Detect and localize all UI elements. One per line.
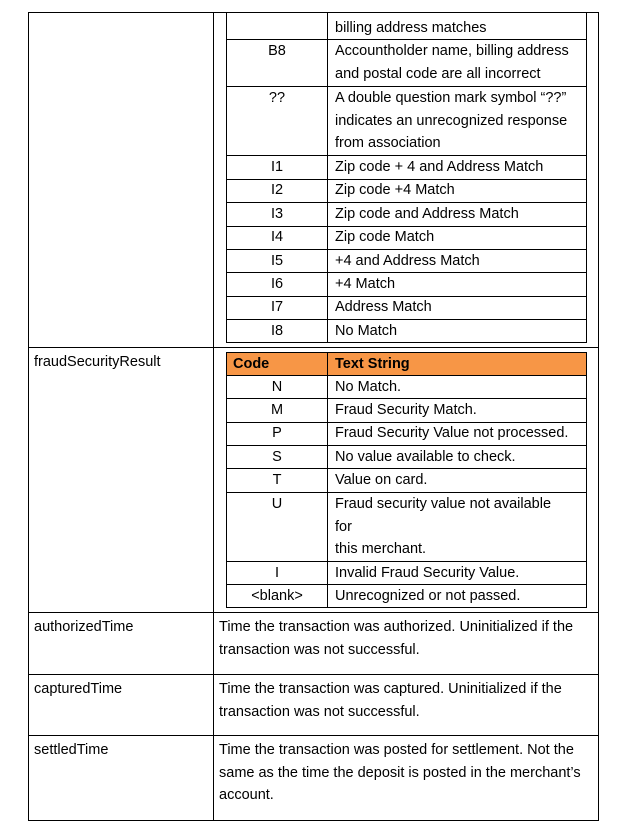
avs-code: I3 — [270, 206, 284, 222]
outer-bottom-border — [28, 820, 599, 821]
fraud-code: U — [271, 496, 283, 512]
avs-code: I2 — [270, 182, 284, 198]
field-description-line: account. — [219, 787, 274, 803]
fraud-description-line: No Match. — [335, 379, 402, 395]
field-description-line: same as the time the deposit is posted in the merchant’s — [219, 765, 581, 781]
row-divider — [28, 735, 599, 736]
avs-description-line: +4 and Address Match — [335, 253, 480, 269]
avs-description-line: and postal code are all incorrect — [335, 66, 541, 82]
fraud-description-line: Unrecognized or not passed. — [335, 588, 521, 604]
fraud-description-line: Value on card. — [335, 472, 428, 488]
avs-code: I5 — [270, 253, 284, 269]
field-description-line: Time the transaction was captured. Uninitialized if the — [219, 681, 562, 697]
fraud-code: P — [272, 425, 282, 441]
avs-description-line: Accountholder name, billing address — [335, 43, 569, 59]
avs-code: I4 — [270, 229, 284, 245]
outer-top-border — [28, 12, 599, 13]
avs-description-line: Zip code + 4 and Address Match — [335, 159, 544, 175]
avs-code: I6 — [270, 276, 284, 292]
avs-table-mid-border — [327, 12, 328, 343]
avs-code: ?? — [268, 90, 286, 106]
fraud-description-line: Fraud Security Match. — [335, 402, 477, 418]
avs-description-line: billing address matches — [335, 20, 487, 36]
fraud-code: N — [271, 379, 283, 395]
fraud-description-line: for — [335, 519, 352, 535]
avs-description-line: Zip code Match — [335, 229, 435, 245]
fraud-code: S — [272, 449, 282, 465]
fraud-description-line: this merchant. — [335, 541, 427, 557]
avs-description-line: No Match — [335, 323, 398, 339]
avs-code: I1 — [270, 159, 284, 175]
fraud-code: I — [274, 565, 280, 581]
fraud-table-mid-border — [327, 352, 328, 607]
fraud-description-line: Fraud Security Value not processed. — [335, 425, 569, 441]
avs-description-line: A double question mark symbol “??” — [335, 90, 567, 106]
field-description-line: Time the transaction was authorized. Uninitialized if the — [219, 619, 574, 635]
avs-code: B8 — [268, 43, 286, 59]
column-divider — [213, 12, 214, 821]
fraud-code: M — [270, 402, 284, 418]
avs-description-line: Zip code and Address Match — [335, 206, 519, 222]
outer-right-border — [598, 12, 599, 821]
avs-code: I8 — [270, 323, 284, 339]
fraud-code: T — [272, 472, 282, 488]
field-name-fraud-security-result: fraudSecurityResult — [34, 354, 161, 370]
avs-description-line: Zip code +4 Match — [335, 182, 455, 198]
field-description-line: transaction was not successful. — [219, 642, 420, 658]
field-description-line: transaction was not successful. — [219, 704, 420, 720]
fraud-table-right-border — [586, 352, 587, 607]
fraud-description-line: No value available to check. — [335, 449, 516, 465]
row-divider — [28, 612, 599, 613]
fraud-description-line: Fraud security value not available — [335, 496, 552, 512]
fraud-code: <blank> — [251, 588, 303, 604]
outer-left-border — [28, 12, 29, 821]
avs-table-right-border — [586, 12, 587, 343]
avs-description-line: from association — [335, 135, 441, 151]
field-name-captured-time: capturedTime — [34, 681, 123, 697]
fraud-header-text: Text String — [335, 356, 410, 372]
avs-description-line: +4 Match — [335, 276, 396, 292]
fraud-header-code: Code — [233, 356, 270, 372]
avs-description-line: indicates an unrecognized response — [335, 113, 568, 129]
row-divider — [28, 674, 599, 675]
field-name-authorized-time: authorizedTime — [34, 619, 134, 635]
avs-code: I7 — [270, 299, 284, 315]
field-name-settled-time: settledTime — [34, 742, 109, 758]
fraud-description-line: Invalid Fraud Security Value. — [335, 565, 520, 581]
field-description-line: Time the transaction was posted for settlement. Not the — [219, 742, 574, 758]
row-divider — [28, 347, 599, 348]
avs-description-line: Address Match — [335, 299, 432, 315]
